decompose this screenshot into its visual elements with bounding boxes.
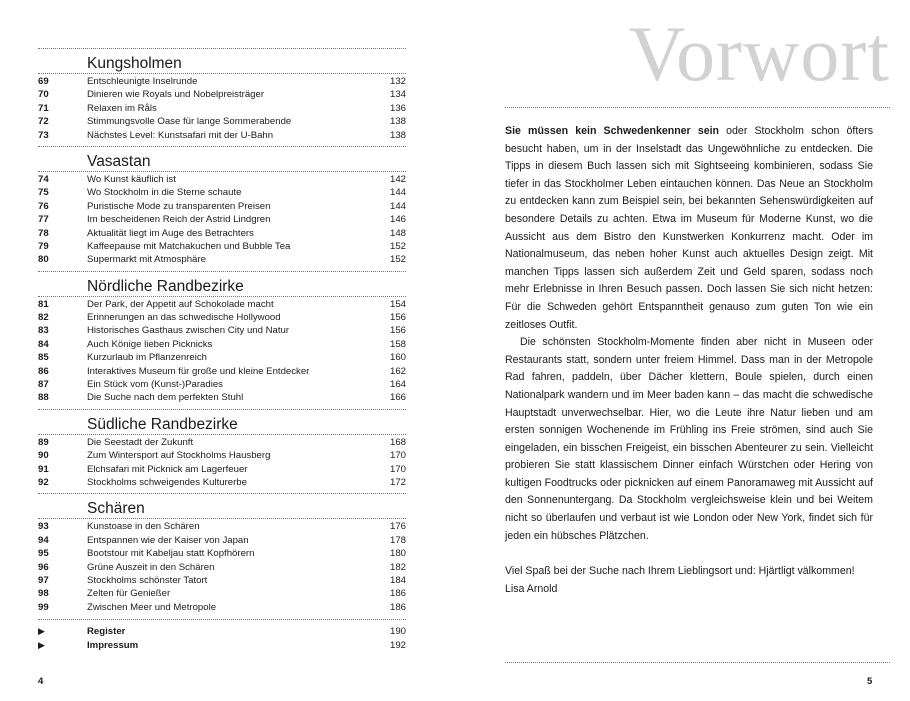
entry-title: Supermarkt mit Atmosphäre <box>87 254 206 266</box>
entry-page: 154 <box>389 298 406 310</box>
entry-number: 88 <box>38 392 49 404</box>
toc-entry[interactable] <box>38 574 406 587</box>
entry-page: 186 <box>389 588 406 600</box>
entry-page: 162 <box>389 365 406 377</box>
toc-sections <box>38 49 406 614</box>
closing-line: Viel Spaß bei der Suche nach Ihrem Lieblingsort und: Hjärtligt välkommen! <box>505 565 855 578</box>
entry-page: 138 <box>389 129 406 141</box>
entry-title: Register <box>87 626 126 638</box>
section-title: Südliche Randbezirke <box>87 415 238 433</box>
entry-number: 99 <box>38 601 49 613</box>
entry-title: Entspannen wie der Kaiser von Japan <box>87 534 249 546</box>
page-heading: Vorwort <box>628 10 890 97</box>
entry-title: Stockholms schweigendes Kulturerbe <box>87 476 247 488</box>
entry-title: Die Seestadt der Zukunft <box>87 436 194 448</box>
section-title: Vasastan <box>87 152 151 170</box>
toc-entry[interactable] <box>38 115 406 128</box>
entry-title: Historisches Gasthaus zwischen City und Natur <box>87 325 290 337</box>
entry-number: 97 <box>38 574 49 586</box>
entry-title: Kurzurlaub im Pflanzenreich <box>87 352 207 364</box>
toc-entry[interactable] <box>38 213 406 226</box>
toc-entry[interactable] <box>38 436 406 449</box>
toc-entry[interactable] <box>38 186 406 199</box>
entry-page: 168 <box>389 436 406 448</box>
entry-page: 166 <box>389 392 406 404</box>
toc-appendix <box>38 625 406 652</box>
toc-entry[interactable] <box>38 338 406 351</box>
entry-title: Kaffeepause mit Matchakuchen und Bubble Tea <box>87 240 291 252</box>
toc-entry[interactable] <box>38 520 406 533</box>
entry-page: 146 <box>389 214 406 226</box>
toc-entry[interactable] <box>38 88 406 101</box>
entry-title: Auch Könige lieben Picknicks <box>87 338 213 350</box>
entry-page: 178 <box>389 534 406 546</box>
entry-page: 156 <box>389 325 406 337</box>
entry-number: 94 <box>38 534 49 546</box>
entry-title: Stockholms schönster Tatort <box>87 574 208 586</box>
entry-title: Interaktives Museum für große und kleine Entdecker <box>87 365 310 377</box>
entry-title: Bootstour mit Kabeljau statt Kopfhörern <box>87 548 255 560</box>
toc-entry[interactable] <box>38 587 406 600</box>
toc-entry[interactable] <box>38 298 406 311</box>
entry-page: 170 <box>389 450 406 462</box>
toc-section <box>38 271 406 405</box>
toc-entry[interactable] <box>38 324 406 337</box>
paragraph-2: Die schönsten Stockholm-Momente finden aber nicht in Museen oder Restaurants statt, sondern unter freiem Himmel. Dass man in der Metropole Rad fahren, paddeln, über Dächer klettern, Boule spielen, durch einen Nationalpark wandern und im Meer baden kann – das macht die schwedische Hauptstadt unverwechselbar. Hier, wo die Leute ihre Natur lieben und am ersten sonnigen Wochenende im Frühling ins Freie strömen, sind auch Sie eingeladen, ein bisschen Freigeist, ein bisschen Abenteurer zu sein. Vielleicht probieren Sie statt klassischem Dinner einfach Würstchen oder Hering von kultigen Foodtrucks oder picknicken auf einem Panoramaweg mit Aussicht auf den Sonnenuntergang. Da Stockholm vergleichsweise klein und bei Weitem nicht so überlaufen und verbaut ist wie London oder New York, findet sich für jeden ein hübsches Plätzchen. <box>505 336 873 542</box>
entry-title: Zelten für Genießer <box>87 588 171 600</box>
author-name: Lisa Arnold <box>505 582 558 595</box>
entry-title: Stimmungsvolle Oase für lange Sommerabende <box>87 116 292 128</box>
toc-entry[interactable] <box>38 365 406 378</box>
toc-entry[interactable] <box>38 463 406 476</box>
entry-page: 148 <box>389 227 406 239</box>
page-number-left: 4 <box>38 676 44 687</box>
entry-number: 91 <box>38 463 49 475</box>
entry-title: Erinnerungen an das schwedische Hollywood <box>87 312 281 324</box>
section-title: Nördliche Randbezirke <box>87 277 244 295</box>
entry-page: 152 <box>389 254 406 266</box>
entry-title: Impressum <box>87 639 139 651</box>
entry-number: 79 <box>38 240 49 252</box>
section-title: Schären <box>87 500 145 518</box>
entry-number: 80 <box>38 254 49 266</box>
entry-page: 132 <box>389 76 406 87</box>
entry-page: 184 <box>389 574 406 586</box>
entry-page: 158 <box>389 338 406 350</box>
entry-title: Grüne Auszeit in den Schären <box>87 561 215 573</box>
toc-entry[interactable] <box>38 253 406 266</box>
entry-number: 71 <box>38 102 49 114</box>
toc-entry[interactable] <box>38 476 406 489</box>
footer-divider <box>505 662 890 663</box>
entry-number: 74 <box>38 173 49 185</box>
toc-entry[interactable] <box>38 561 406 574</box>
entry-title: Zwischen Meer und Metropole <box>87 601 217 613</box>
entry-page: 138 <box>389 116 406 128</box>
toc-section <box>38 493 406 614</box>
entry-number: 82 <box>38 312 49 324</box>
entry-number: 92 <box>38 476 49 488</box>
entry-number: 70 <box>38 89 49 101</box>
toc-entry[interactable] <box>38 449 406 462</box>
paragraph-1-text: oder Stockholm schon öfters besucht haben, um in der Inselstadt das Ungewöhnliche zu entdecken. Die Tipps in diesem Buch lassen sich mit Sightseeing kombinieren, sodass Sie tiefer in das Stockholmer Leben eintauchen können. Das Neue an Stockholm zu entdecken kann zum Beispiel sein, bei bekannten Sehenswürdigkeiten auf besondere Details zu achten. Etwa im Museum für Moderne Kunst, wo die Aussicht aus dem Bistro den Kunstwerken Konkurrenz macht. Oder im Nationalmuseum, das neben hoher Kunst auch aktuelles Design zeigt. Mit manchen Tipps lassen sich außerdem Zeit und Geld sparen, sodass noch mehr Erlebnisse in Ihren Besuch passen. Doch lassen Sie sich nicht hetzen: Für die Schweden gehört Entspanntheit genauso zum guten Ton wie ein zeitloses Outfit. <box>505 125 873 331</box>
entry-title: Dinieren wie Royals und Nobelpreisträger <box>87 89 265 101</box>
entry-number: 83 <box>38 325 49 337</box>
entry-title: Kunstoase in den Schären <box>87 521 200 533</box>
entry-page: 186 <box>389 601 406 613</box>
entry-page: 170 <box>389 463 406 475</box>
entry-number: 76 <box>38 200 49 212</box>
toc-entry[interactable] <box>38 200 406 213</box>
entry-page: 176 <box>389 521 406 533</box>
section-title: Kungsholmen <box>87 55 182 72</box>
toc-entry[interactable] <box>38 240 406 253</box>
entry-number: 98 <box>38 588 49 600</box>
entry-number: 89 <box>38 436 49 448</box>
entry-page: 160 <box>389 352 406 364</box>
entry-page: 156 <box>389 312 406 324</box>
appendix-entry[interactable] <box>38 625 406 638</box>
toc-entry[interactable] <box>38 227 406 240</box>
entry-page: 182 <box>389 561 406 573</box>
entry-page: 164 <box>389 379 406 391</box>
foreword-text <box>505 123 873 598</box>
toc-entry[interactable] <box>38 547 406 560</box>
entry-number: 75 <box>38 187 49 199</box>
toc-entry[interactable] <box>38 173 406 186</box>
entry-number: 78 <box>38 227 49 239</box>
entry-page: 190 <box>389 626 406 638</box>
toc-section <box>38 409 406 490</box>
toc-entry[interactable] <box>38 378 406 391</box>
toc-entry[interactable] <box>38 129 406 142</box>
heading-divider <box>505 107 890 108</box>
entry-number: 73 <box>38 129 49 141</box>
toc-entry[interactable] <box>38 534 406 547</box>
entry-number: 86 <box>38 365 49 377</box>
table-of-contents <box>38 48 406 652</box>
section-title-divider <box>38 434 406 435</box>
page-number-right: 5 <box>867 676 873 687</box>
section-title-divider <box>38 296 406 297</box>
entry-title: Ein Stück vom (Kunst-)Paradies <box>87 379 223 391</box>
entry-title: Zum Wintersport auf Stockholms Hausberg <box>87 450 271 462</box>
section-title-divider <box>38 171 406 172</box>
entry-page: 192 <box>389 639 406 651</box>
toc-section <box>38 146 406 267</box>
entry-title: Wo Kunst käuflich ist <box>87 173 176 185</box>
toc-entry[interactable] <box>38 311 406 324</box>
toc-entry[interactable] <box>38 351 406 364</box>
toc-entry[interactable] <box>38 102 406 115</box>
entry-title: Der Park, der Appetit auf Schokolade macht <box>87 298 274 310</box>
entry-title: Im bescheidenen Reich der Astrid Lindgren <box>87 214 271 226</box>
appendix-entry[interactable] <box>38 639 406 652</box>
entry-title: Wo Stockholm in die Sterne schaute <box>87 187 242 199</box>
entry-page: 136 <box>389 102 406 114</box>
right-page <box>455 0 910 701</box>
toc-entry[interactable] <box>38 601 406 614</box>
entry-number: 87 <box>38 379 49 391</box>
entry-number: 90 <box>38 450 49 462</box>
entry-number: 95 <box>38 548 49 560</box>
entry-title: Entschleunigte Inselrunde <box>87 76 198 87</box>
entry-number: 85 <box>38 352 49 364</box>
entry-title: Nächstes Level: Kunstsafari mit der U-Bahn <box>87 129 274 141</box>
entry-page: 144 <box>389 187 406 199</box>
section-title-divider <box>38 73 406 74</box>
entry-title: Die Suche nach dem perfekten Stuhl <box>87 392 244 404</box>
entry-number: 81 <box>38 298 49 310</box>
entry-title: Elchsafari mit Picknick am Lagerfeuer <box>87 463 248 475</box>
entry-title: Relaxen im Råls <box>87 102 157 114</box>
entry-number: 93 <box>38 521 49 533</box>
lead-phrase: Sie müssen kein Schwedenkenner sein <box>505 125 720 137</box>
entry-title: Aktualität liegt im Auge des Betrachters <box>87 227 254 239</box>
section-title-divider <box>38 518 406 519</box>
toc-section <box>38 49 406 142</box>
entry-number: 69 <box>38 76 49 87</box>
entry-page: 142 <box>389 173 406 185</box>
entry-page: 144 <box>389 200 406 212</box>
entry-number: 72 <box>38 116 49 128</box>
arrow-icon: ▶ <box>38 639 45 650</box>
entry-number: 84 <box>38 338 49 350</box>
toc-appendix-divider <box>38 619 406 620</box>
entry-number: 77 <box>38 214 49 226</box>
entry-number: 96 <box>38 561 49 573</box>
entry-page: 172 <box>389 476 406 488</box>
arrow-icon: ▶ <box>38 626 45 637</box>
paragraph-1 <box>505 123 873 334</box>
toc-entry[interactable] <box>38 391 406 404</box>
entry-page: 134 <box>389 89 406 101</box>
entry-title: Puristische Mode zu transparenten Preisen <box>87 200 271 212</box>
entry-page: 152 <box>389 240 406 252</box>
toc-entry[interactable] <box>38 75 406 88</box>
entry-page: 180 <box>389 548 406 560</box>
